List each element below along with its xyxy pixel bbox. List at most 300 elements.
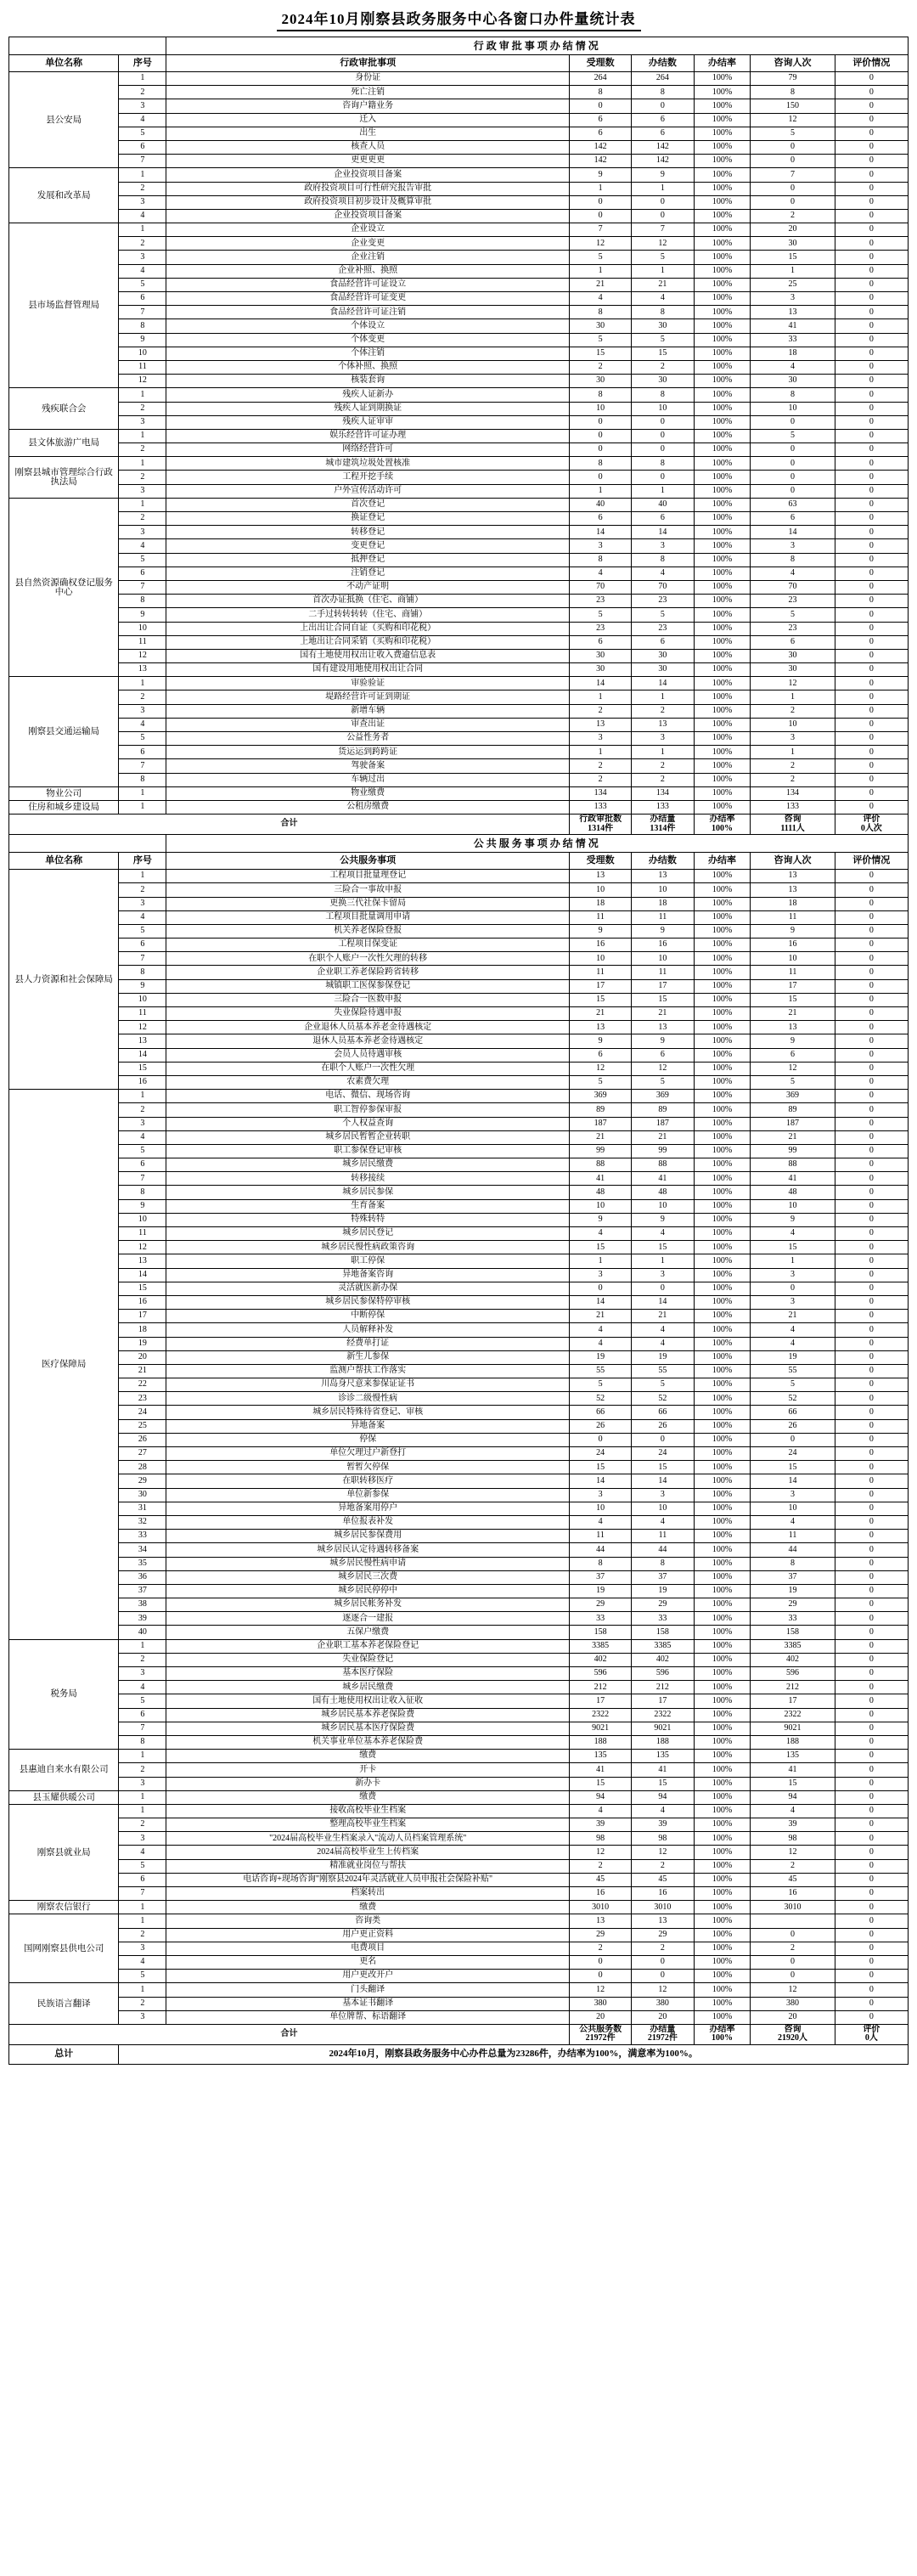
row-item: 城乡居民基本医疗保险费 bbox=[166, 1722, 569, 1735]
row-received: 10 bbox=[569, 883, 631, 897]
row-evaluation: 0 bbox=[835, 1186, 908, 1199]
row-seq: 39 bbox=[119, 1612, 166, 1626]
table-row bbox=[9, 526, 909, 539]
row-rate: 100% bbox=[694, 1681, 751, 1694]
row-received: 10 bbox=[569, 1199, 631, 1213]
row-received: 8 bbox=[569, 306, 631, 319]
row-rate: 100% bbox=[694, 595, 751, 608]
row-completed: 15 bbox=[632, 347, 694, 360]
row-completed: 135 bbox=[632, 1750, 694, 1763]
row-received: 5 bbox=[569, 608, 631, 622]
row-seq: 17 bbox=[119, 1310, 166, 1323]
row-seq: 5 bbox=[119, 1970, 166, 1983]
row-evaluation: 0 bbox=[835, 2010, 908, 2024]
row-item: 中断停保 bbox=[166, 1310, 569, 1323]
row-item: 企业注销 bbox=[166, 251, 569, 264]
row-rate: 100% bbox=[694, 333, 751, 347]
row-seq: 8 bbox=[119, 595, 166, 608]
row-evaluation: 0 bbox=[835, 168, 908, 182]
row-consult: 24 bbox=[751, 1447, 835, 1461]
row-item: 首次登记 bbox=[166, 498, 569, 511]
table-row bbox=[9, 264, 909, 278]
row-item: 接收高校毕业生档案 bbox=[166, 1804, 569, 1818]
row-evaluation: 0 bbox=[835, 182, 908, 195]
section-total-cell-2 bbox=[694, 815, 751, 835]
row-rate: 100% bbox=[694, 278, 751, 291]
row-item: 核装套询 bbox=[166, 375, 569, 388]
row-rate: 100% bbox=[694, 1144, 751, 1158]
row-consult: 13 bbox=[751, 883, 835, 897]
row-item: 城市建筑垃圾处置核准 bbox=[166, 457, 569, 471]
row-completed: 6 bbox=[632, 113, 694, 127]
table-row bbox=[9, 732, 909, 746]
row-item: 生育备案 bbox=[166, 1199, 569, 1213]
table-row bbox=[9, 1199, 909, 1213]
row-seq: 32 bbox=[119, 1515, 166, 1529]
row-item: 城乡居民认定待遇转移备案 bbox=[166, 1543, 569, 1557]
row-rate: 100% bbox=[694, 1612, 751, 1626]
unit-name-cell: 县公安局 bbox=[9, 72, 119, 168]
row-item: 人员解释补发 bbox=[166, 1323, 569, 1337]
row-completed: 3385 bbox=[632, 1639, 694, 1653]
row-received: 13 bbox=[569, 1914, 631, 1928]
row-item: 基本医疗保险 bbox=[166, 1667, 569, 1681]
row-rate: 100% bbox=[694, 415, 751, 429]
row-seq: 1 bbox=[119, 429, 166, 442]
row-completed: 2322 bbox=[632, 1708, 694, 1722]
row-consult: 94 bbox=[751, 1790, 835, 1804]
row-item: 身份证 bbox=[166, 72, 569, 86]
row-item: 逐逐合一建报 bbox=[166, 1612, 569, 1626]
row-seq: 11 bbox=[119, 1227, 166, 1241]
row-received: 188 bbox=[569, 1735, 631, 1749]
row-received: 1 bbox=[569, 746, 631, 759]
row-evaluation: 0 bbox=[835, 924, 908, 938]
row-seq: 2 bbox=[119, 237, 166, 251]
row-received: 133 bbox=[569, 800, 631, 814]
row-seq: 36 bbox=[119, 1570, 166, 1584]
row-consult: 30 bbox=[751, 663, 835, 677]
row-seq: 29 bbox=[119, 1474, 166, 1488]
row-rate: 100% bbox=[694, 388, 751, 402]
row-completed: 13 bbox=[632, 1021, 694, 1034]
row-evaluation: 0 bbox=[835, 595, 908, 608]
table-row bbox=[9, 1735, 909, 1749]
row-received: 6 bbox=[569, 1048, 631, 1062]
grand-total-text: 2024年10月，刚察县政务服务中心办件总量为23286件，办结率为100%，满意率为100%。 bbox=[119, 2044, 909, 2064]
row-consult: 134 bbox=[751, 786, 835, 800]
table-row bbox=[9, 1241, 909, 1254]
row-evaluation: 0 bbox=[835, 1790, 908, 1804]
row-received: 17 bbox=[569, 1694, 631, 1708]
table-row bbox=[9, 1323, 909, 1337]
table-row bbox=[9, 168, 909, 182]
row-received: 2 bbox=[569, 360, 631, 374]
row-rate: 100% bbox=[694, 1502, 751, 1515]
row-evaluation: 0 bbox=[835, 1282, 908, 1295]
table-row bbox=[9, 1144, 909, 1158]
row-item: 工程项目保变证 bbox=[166, 939, 569, 952]
row-item: 个体设立 bbox=[166, 319, 569, 333]
row-rate: 100% bbox=[694, 897, 751, 910]
table-row bbox=[9, 608, 909, 622]
column-header-1: 序号 bbox=[119, 853, 166, 870]
row-rate: 100% bbox=[694, 498, 751, 511]
row-seq: 16 bbox=[119, 1295, 166, 1309]
row-seq: 14 bbox=[119, 1268, 166, 1282]
row-item: 上出出让合同自证（买购和印花税） bbox=[166, 622, 569, 635]
row-received: 10 bbox=[569, 402, 631, 415]
row-consult: 6 bbox=[751, 1048, 835, 1062]
row-seq: 6 bbox=[119, 566, 166, 580]
row-completed: 26 bbox=[632, 1419, 694, 1433]
table-row bbox=[9, 1364, 909, 1378]
table-row bbox=[9, 718, 909, 731]
row-completed: 21 bbox=[632, 1130, 694, 1144]
column-header-4: 办结数 bbox=[632, 55, 694, 72]
row-evaluation: 0 bbox=[835, 209, 908, 223]
row-rate: 100% bbox=[694, 168, 751, 182]
row-completed: 11 bbox=[632, 910, 694, 924]
section-header-blank bbox=[9, 835, 166, 853]
row-item: 农素费欠理 bbox=[166, 1075, 569, 1089]
row-completed: 6 bbox=[632, 1048, 694, 1062]
row-item: 单位欠理过户新登打 bbox=[166, 1447, 569, 1461]
row-received: 29 bbox=[569, 1598, 631, 1612]
table-row bbox=[9, 1887, 909, 1901]
row-rate: 100% bbox=[694, 1227, 751, 1241]
table-row bbox=[9, 1983, 909, 1997]
row-item: 特殊转特 bbox=[166, 1213, 569, 1226]
row-rate: 100% bbox=[694, 484, 751, 498]
row-rate: 100% bbox=[694, 237, 751, 251]
table-row bbox=[9, 1075, 909, 1089]
row-received: 380 bbox=[569, 1997, 631, 2010]
row-rate: 100% bbox=[694, 1007, 751, 1021]
row-rate: 100% bbox=[694, 1626, 751, 1639]
row-completed: 0 bbox=[632, 1970, 694, 1983]
column-header-2: 行政审批事项 bbox=[166, 55, 569, 72]
row-evaluation: 0 bbox=[835, 1928, 908, 1942]
row-completed: 5 bbox=[632, 1378, 694, 1392]
row-completed: 0 bbox=[632, 209, 694, 223]
row-evaluation: 0 bbox=[835, 1213, 908, 1226]
table-row bbox=[9, 746, 909, 759]
row-consult: 70 bbox=[751, 580, 835, 594]
row-consult: 1 bbox=[751, 691, 835, 704]
row-seq: 2 bbox=[119, 1653, 166, 1666]
unit-name-cell: 刚察农信银行 bbox=[9, 1901, 119, 1914]
row-completed: 3 bbox=[632, 732, 694, 746]
row-evaluation: 0 bbox=[835, 1364, 908, 1378]
row-consult: 10 bbox=[751, 402, 835, 415]
row-evaluation: 0 bbox=[835, 223, 908, 237]
row-item: 城乡居民登记 bbox=[166, 1227, 569, 1241]
row-rate: 100% bbox=[694, 1295, 751, 1309]
row-completed: 9 bbox=[632, 168, 694, 182]
row-rate: 100% bbox=[694, 1254, 751, 1268]
row-received: 0 bbox=[569, 443, 631, 457]
table-row bbox=[9, 1584, 909, 1598]
table-row bbox=[9, 1090, 909, 1103]
row-item: 工程项目批量理登记 bbox=[166, 870, 569, 883]
row-rate: 100% bbox=[694, 786, 751, 800]
row-item: 政府投资项目初步设计及概算审批 bbox=[166, 195, 569, 209]
table-row bbox=[9, 1158, 909, 1172]
row-consult: 9 bbox=[751, 924, 835, 938]
row-consult: 19 bbox=[751, 1350, 835, 1364]
row-seq: 11 bbox=[119, 635, 166, 649]
row-consult: 21 bbox=[751, 1310, 835, 1323]
row-evaluation: 0 bbox=[835, 1502, 908, 1515]
row-received: 3385 bbox=[569, 1639, 631, 1653]
row-seq: 8 bbox=[119, 319, 166, 333]
table-row bbox=[9, 1310, 909, 1323]
table-row bbox=[9, 1461, 909, 1474]
table-row bbox=[9, 195, 909, 209]
row-received: 14 bbox=[569, 677, 631, 691]
row-evaluation: 0 bbox=[835, 1818, 908, 1832]
row-seq: 11 bbox=[119, 1007, 166, 1021]
table-row bbox=[9, 952, 909, 966]
row-completed: 9 bbox=[632, 924, 694, 938]
row-consult: 1 bbox=[751, 746, 835, 759]
row-item: 城乡居民缴费 bbox=[166, 1681, 569, 1694]
row-evaluation: 0 bbox=[835, 1942, 908, 1955]
table-row bbox=[9, 237, 909, 251]
row-seq: 3 bbox=[119, 195, 166, 209]
row-item: 缴费 bbox=[166, 1750, 569, 1763]
section-total-row bbox=[9, 2024, 909, 2044]
row-evaluation: 0 bbox=[835, 443, 908, 457]
row-seq: 2 bbox=[119, 443, 166, 457]
row-rate: 100% bbox=[694, 1406, 751, 1419]
row-received: 6 bbox=[569, 512, 631, 526]
row-seq: 4 bbox=[119, 1955, 166, 1969]
row-consult: 380 bbox=[751, 1997, 835, 2010]
row-received: 15 bbox=[569, 993, 631, 1006]
unit-name-cell: 税务局 bbox=[9, 1639, 119, 1750]
row-item: 城乡居民慢性病申请 bbox=[166, 1557, 569, 1570]
row-completed: 0 bbox=[632, 429, 694, 442]
row-completed: 94 bbox=[632, 1790, 694, 1804]
row-received: 3 bbox=[569, 1268, 631, 1282]
row-completed: 15 bbox=[632, 1777, 694, 1790]
row-seq: 2 bbox=[119, 691, 166, 704]
row-received: 5 bbox=[569, 1075, 631, 1089]
row-consult: 5 bbox=[751, 127, 835, 140]
row-received: 21 bbox=[569, 1310, 631, 1323]
row-evaluation: 0 bbox=[835, 1406, 908, 1419]
row-rate: 100% bbox=[694, 1075, 751, 1089]
row-item: 堤路经营许可证到期证 bbox=[166, 691, 569, 704]
row-completed: 14 bbox=[632, 1295, 694, 1309]
row-seq: 8 bbox=[119, 1735, 166, 1749]
row-seq: 1 bbox=[119, 72, 166, 86]
section-total-cell-0 bbox=[569, 2024, 631, 2044]
row-rate: 100% bbox=[694, 1557, 751, 1570]
row-consult: 15 bbox=[751, 1461, 835, 1474]
unit-name-cell: 民族语言翻译 bbox=[9, 1983, 119, 2025]
row-evaluation: 0 bbox=[835, 1090, 908, 1103]
column-header-1: 序号 bbox=[119, 55, 166, 72]
row-completed: 596 bbox=[632, 1667, 694, 1681]
row-completed: 41 bbox=[632, 1172, 694, 1186]
section-total-cell-4 bbox=[835, 2024, 908, 2044]
row-evaluation: 0 bbox=[835, 1034, 908, 1048]
row-rate: 100% bbox=[694, 1846, 751, 1859]
row-evaluation: 0 bbox=[835, 292, 908, 306]
row-completed: 8 bbox=[632, 306, 694, 319]
row-seq: 23 bbox=[119, 1392, 166, 1406]
row-consult: 596 bbox=[751, 1667, 835, 1681]
row-consult: 0 bbox=[751, 1928, 835, 1942]
row-rate: 100% bbox=[694, 1570, 751, 1584]
row-item: 企业职工基本养老保险登记 bbox=[166, 1639, 569, 1653]
row-evaluation: 0 bbox=[835, 966, 908, 979]
row-item: 变更登记 bbox=[166, 539, 569, 553]
table-row bbox=[9, 1062, 909, 1075]
row-received: 264 bbox=[569, 72, 631, 86]
table-row bbox=[9, 347, 909, 360]
row-evaluation: 0 bbox=[835, 553, 908, 566]
row-completed: 17 bbox=[632, 979, 694, 993]
row-rate: 100% bbox=[694, 1090, 751, 1103]
row-received: 2 bbox=[569, 704, 631, 718]
row-evaluation: 0 bbox=[835, 759, 908, 773]
row-completed: 14 bbox=[632, 1474, 694, 1488]
row-consult: 3 bbox=[751, 1488, 835, 1502]
row-completed: 8 bbox=[632, 388, 694, 402]
table-row bbox=[9, 1997, 909, 2010]
row-received: 9 bbox=[569, 168, 631, 182]
row-evaluation: 0 bbox=[835, 1983, 908, 1997]
row-seq: 5 bbox=[119, 278, 166, 291]
row-seq: 12 bbox=[119, 649, 166, 662]
table-row bbox=[9, 1350, 909, 1364]
row-consult: 41 bbox=[751, 1172, 835, 1186]
row-received: 48 bbox=[569, 1186, 631, 1199]
row-consult: 1 bbox=[751, 1254, 835, 1268]
row-completed: 30 bbox=[632, 663, 694, 677]
section-total-cell-value-2: 100% bbox=[712, 823, 733, 833]
row-item: 食品经营许可证变更 bbox=[166, 292, 569, 306]
row-consult: 3385 bbox=[751, 1639, 835, 1653]
row-rate: 100% bbox=[694, 663, 751, 677]
row-consult: 133 bbox=[751, 800, 835, 814]
row-received: 0 bbox=[569, 415, 631, 429]
row-consult: 10 bbox=[751, 718, 835, 731]
row-item: 川岛身尺意来参保证证书 bbox=[166, 1378, 569, 1392]
row-completed: 133 bbox=[632, 800, 694, 814]
row-received: 70 bbox=[569, 580, 631, 594]
row-consult: 18 bbox=[751, 897, 835, 910]
row-evaluation: 0 bbox=[835, 1997, 908, 2010]
row-evaluation: 0 bbox=[835, 1873, 908, 1886]
row-received: 2 bbox=[569, 1859, 631, 1873]
row-item: 新生儿参保 bbox=[166, 1350, 569, 1364]
row-consult: 41 bbox=[751, 319, 835, 333]
row-evaluation: 0 bbox=[835, 306, 908, 319]
table-row bbox=[9, 1708, 909, 1722]
row-item: 城乡居民基本养老保险费 bbox=[166, 1708, 569, 1722]
row-seq: 9 bbox=[119, 979, 166, 993]
table-row bbox=[9, 1117, 909, 1130]
row-seq: 5 bbox=[119, 1144, 166, 1158]
row-consult: 0 bbox=[751, 1433, 835, 1446]
row-consult: 9 bbox=[751, 1213, 835, 1226]
unit-name-cell: 县市场监督管理局 bbox=[9, 223, 119, 388]
row-rate: 100% bbox=[694, 622, 751, 635]
table-row bbox=[9, 1914, 909, 1928]
row-seq: 3 bbox=[119, 1832, 166, 1846]
row-consult: 135 bbox=[751, 1750, 835, 1763]
row-completed: 45 bbox=[632, 1873, 694, 1886]
row-evaluation: 0 bbox=[835, 72, 908, 86]
row-rate: 100% bbox=[694, 1268, 751, 1282]
row-completed: 0 bbox=[632, 195, 694, 209]
row-item: 审查出证 bbox=[166, 718, 569, 731]
row-item: 工程开挖手续 bbox=[166, 471, 569, 484]
row-seq: 22 bbox=[119, 1378, 166, 1392]
row-item: 停保 bbox=[166, 1433, 569, 1446]
row-consult: 2322 bbox=[751, 1708, 835, 1722]
row-consult: 2 bbox=[751, 704, 835, 718]
table-row bbox=[9, 306, 909, 319]
row-rate: 100% bbox=[694, 1997, 751, 2010]
row-seq: 6 bbox=[119, 939, 166, 952]
row-seq: 1 bbox=[119, 870, 166, 883]
row-evaluation: 0 bbox=[835, 1172, 908, 1186]
row-seq: 3 bbox=[119, 897, 166, 910]
table-row bbox=[9, 1667, 909, 1681]
table-row bbox=[9, 870, 909, 883]
row-item: 企业投资项目备案 bbox=[166, 209, 569, 223]
row-consult: 88 bbox=[751, 1158, 835, 1172]
section-total-cell-value-3: 1111人 bbox=[780, 823, 805, 833]
row-consult: 0 bbox=[751, 1955, 835, 1969]
row-completed: 89 bbox=[632, 1103, 694, 1117]
section-total-cell-value-1: 1314件 bbox=[650, 823, 676, 833]
row-rate: 100% bbox=[694, 1337, 751, 1350]
row-evaluation: 0 bbox=[835, 1859, 908, 1873]
table-row bbox=[9, 1763, 909, 1777]
row-seq: 2 bbox=[119, 1103, 166, 1117]
row-received: 55 bbox=[569, 1364, 631, 1378]
table-row bbox=[9, 663, 909, 677]
section-total-cell-label-4: 评价 bbox=[863, 2024, 880, 2034]
row-received: 4 bbox=[569, 566, 631, 580]
section-total-cell-value-1: 21972件 bbox=[647, 2033, 678, 2043]
row-item: 政府投资项目可行性研究报告审批 bbox=[166, 182, 569, 195]
row-evaluation: 0 bbox=[835, 1557, 908, 1570]
row-evaluation: 0 bbox=[835, 113, 908, 127]
row-rate: 100% bbox=[694, 292, 751, 306]
row-consult: 37 bbox=[751, 1570, 835, 1584]
row-item: 工程项目批量调用申请 bbox=[166, 910, 569, 924]
row-item: 新办卡 bbox=[166, 1777, 569, 1790]
unit-name-cell: 残疾联合会 bbox=[9, 388, 119, 430]
row-item: 监测户帮扶工作落实 bbox=[166, 1364, 569, 1378]
row-seq: 3 bbox=[119, 415, 166, 429]
table-row bbox=[9, 1337, 909, 1350]
row-consult: 3 bbox=[751, 1295, 835, 1309]
row-evaluation: 0 bbox=[835, 1474, 908, 1488]
row-consult: 99 bbox=[751, 1144, 835, 1158]
row-rate: 100% bbox=[694, 566, 751, 580]
row-seq: 4 bbox=[119, 113, 166, 127]
row-received: 187 bbox=[569, 1117, 631, 1130]
